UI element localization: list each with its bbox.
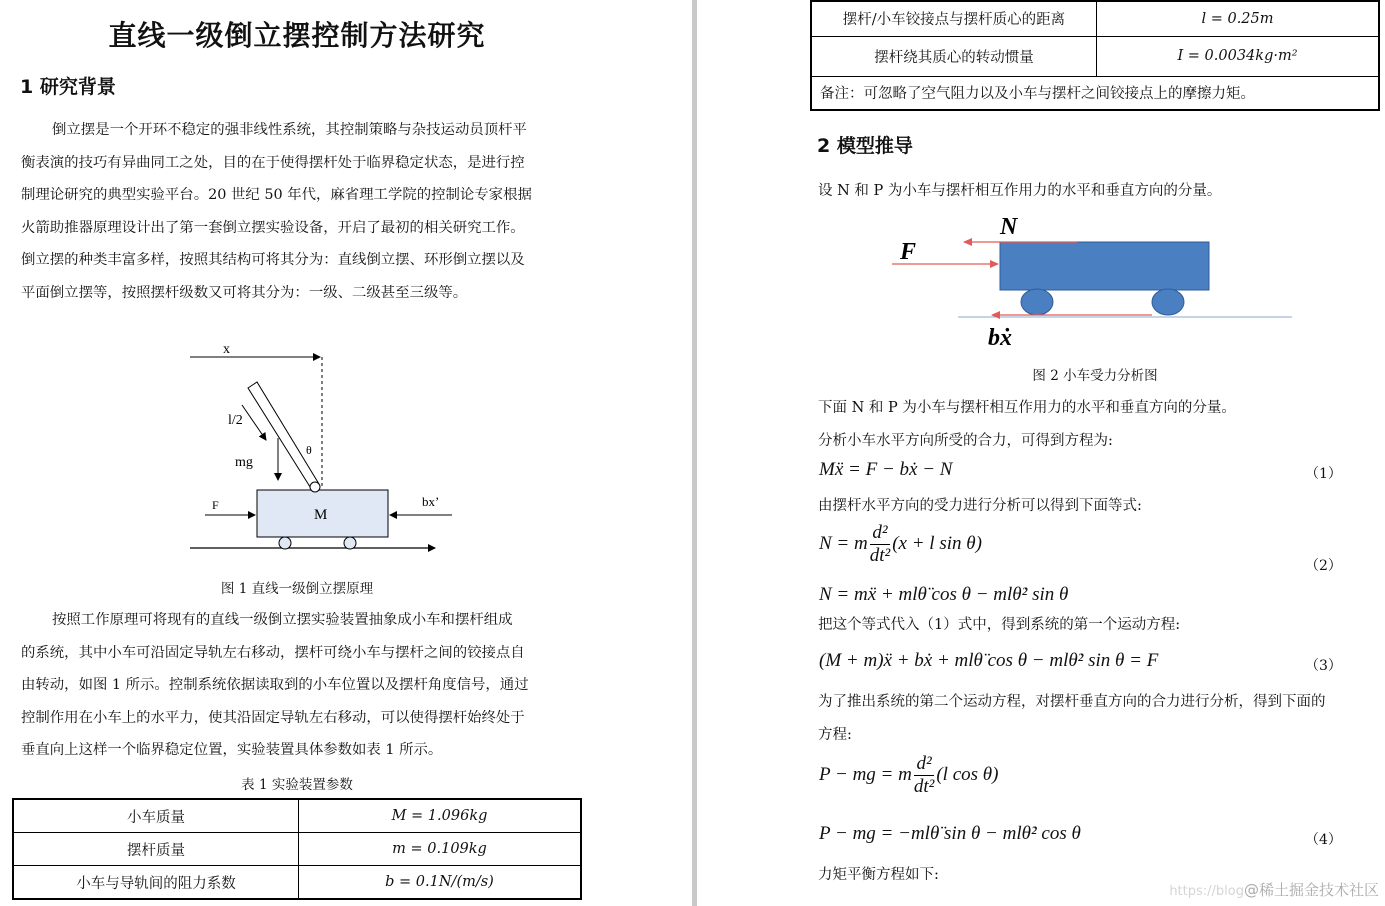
- text-line: 力矩平衡方程如下:: [818, 867, 939, 883]
- table-row: [811, 36, 1379, 76]
- table-row: [811, 76, 1379, 110]
- cart-mass-label: M: [314, 507, 328, 523]
- fraction-denominator: dt²: [913, 776, 935, 797]
- param-value: I = 0.0034kg·m²: [1097, 36, 1380, 76]
- text-line: 把这个等式代入（1）式中，得到系统的第一个运动方程:: [818, 617, 1181, 633]
- section-2-heading: 2 模型推导: [817, 135, 913, 157]
- eq-part: (l cos θ): [936, 763, 999, 785]
- fraction-denominator: dt²: [869, 545, 891, 566]
- intro-text: 设 N 和 P 为小车与摆杆相互作用力的水平和垂直方向的分量。: [818, 183, 1222, 199]
- equation-2b: N = mẍ + mlθ̈ cos θ − mlθ̇² sin θ: [819, 584, 1069, 605]
- table-note: 备注：可忽略了空气阻力以及小车与摆杆之间铰接点上的摩擦力矩。: [811, 76, 1379, 110]
- fraction-numerator: d²: [870, 522, 890, 545]
- equation-3: (M + m)ẍ + bẋ + mlθ̈ cos θ − mlθ̇² sin θ = F: [819, 650, 1159, 671]
- paragraph-line: 火箭助推器原理设计出了第一套倒立摆实验设备，开启了最初的相关研究工作。: [21, 219, 525, 236]
- paragraph-line: 垂直向上这样一个临界稳定位置，实验装置具体参数如表 1 所示。: [21, 742, 443, 759]
- derivative-fraction: [914, 753, 934, 798]
- cart-body: [1000, 242, 1209, 290]
- equation-3-number: （3）: [1305, 658, 1342, 674]
- text-line: 由摆杆水平方向的受力进行分析可以得到下面等式:: [818, 498, 1142, 514]
- gravity-label: mg: [235, 455, 253, 470]
- param-value: M = 1.096kg: [299, 799, 582, 833]
- cart-wheel-left: [279, 537, 291, 549]
- applied-force-label: F: [900, 239, 917, 265]
- equation-2a: [819, 522, 982, 567]
- half-length-label: l/2: [228, 413, 243, 428]
- force-f-label: F: [212, 498, 219, 512]
- equation-1: Mẍ = F − bẋ − N: [819, 459, 953, 480]
- friction-label: bx’: [422, 494, 440, 509]
- paragraph-line: 制理论研究的典型实验平台。20 世纪 50 年代，麻省理工学院的控制论专家根据: [21, 187, 532, 204]
- derivative-fraction: [870, 522, 890, 567]
- equation-4b: P − mg = −mlθ̈ sin θ − mlθ̇² cos θ: [819, 823, 1081, 844]
- table-row: [13, 866, 581, 900]
- table-row: [13, 799, 581, 833]
- param-value: m = 0.109kg: [299, 833, 582, 866]
- figure-1-pendulum-diagram: [190, 320, 480, 560]
- param-name: 小车质量: [13, 799, 299, 833]
- figure-1-caption: 图 1 直线一级倒立摆原理: [220, 581, 374, 597]
- paragraph-line: 倒立摆是一个开环不稳定的强非线性系统，其控制策略与杂技运动员顶杆平: [52, 122, 527, 138]
- table-row: [811, 1, 1379, 36]
- paragraph-line: 由转动，如图 1 所示。控制系统依据读取到的小车位置以及摆杆角度信号，通过: [21, 677, 529, 694]
- document-title: 直线一级倒立摆控制方法研究: [108, 19, 486, 52]
- fraction-numerator: d²: [914, 753, 934, 776]
- paragraph-line: 的系统，其中小车可沿固定导轨左右移动，摆杆可绕小车与摆杆之间的铰接点自: [21, 644, 525, 661]
- cart-wheel-right: [1152, 289, 1184, 315]
- eq-part: N = m: [819, 532, 868, 554]
- paragraph-line: 控制作用在小车上的水平力，使其沿固定导轨左右移动，可以使得摆杆始终处于: [21, 709, 525, 726]
- text-line: 分析小车水平方向所受的合力，可得到方程为:: [818, 433, 1113, 449]
- section-1-heading: 1 研究背景: [20, 76, 116, 98]
- equation-4a: [819, 753, 998, 798]
- figure-2-cart-force-diagram: [892, 205, 1302, 355]
- equation-4-number: （4）: [1305, 832, 1342, 848]
- paragraph-line: 衡表演的技巧有异曲同工之处，目的在于使得摆杆处于临界稳定状态，是进行控: [21, 154, 525, 171]
- right-page: [697, 0, 1385, 906]
- theta-label: θ: [306, 443, 312, 457]
- cart-wheel-right: [344, 537, 356, 549]
- paragraph-line: 平面倒立摆等，按照摆杆级数又可将其分为：一级、二级甚至三级等。: [21, 284, 468, 301]
- watermark-brand: @稀土掘金技术社区: [1243, 881, 1379, 899]
- table-1-caption: 表 1 实验装置参数: [241, 777, 353, 793]
- text-line: 方程:: [818, 727, 852, 743]
- text-line: 为了推出系统的第二个运动方程，对摆杆垂直方向的合力进行分析，得到下面的: [818, 694, 1326, 710]
- working-principle-paragraph: [21, 604, 601, 767]
- parameter-table-part1: [12, 798, 582, 900]
- param-value: l = 0.25m: [1097, 1, 1380, 36]
- eq-part: (x + l sin θ): [892, 532, 982, 554]
- eq-part: P − mg = m: [819, 763, 912, 785]
- normal-force-label: N: [1000, 214, 1018, 240]
- pivot-joint: [310, 482, 320, 492]
- equation-2-number: （2）: [1305, 558, 1342, 574]
- param-name: 小车与导轨间的阻力系数: [13, 866, 299, 900]
- param-value: b = 0.1N/(m/s): [299, 866, 582, 900]
- paragraph-line: 倒立摆的种类丰富多样，按照其结构可将其分为：直线倒立摆、环形倒立摆以及: [21, 252, 525, 269]
- pendulum-rod: [248, 382, 319, 490]
- text-line: 下面 N 和 P 为小车与摆杆相互作用力的水平和垂直方向的分量。: [818, 400, 1236, 416]
- background-paragraph: [21, 114, 601, 310]
- param-name: 摆杆/小车铰接点与摆杆质心的距离: [811, 1, 1097, 36]
- figure-2-caption: 图 2 小车受力分析图: [1032, 368, 1158, 384]
- table-row: [13, 833, 581, 866]
- left-page: [0, 0, 692, 906]
- equation-1-number: （1）: [1305, 466, 1342, 482]
- param-name: 摆杆质量: [13, 833, 299, 866]
- cart-wheel-left: [1021, 289, 1053, 315]
- paragraph-line: 按照工作原理可将现有的直线一级倒立摆实验装置抽象成小车和摆杆组成: [52, 612, 513, 628]
- param-name: 摆杆绕其质心的转动惯量: [811, 36, 1097, 76]
- friction-force-label: bẋ: [988, 325, 1012, 351]
- parameter-table-part2: [810, 0, 1380, 111]
- watermark-site: https://blog: [1169, 884, 1244, 899]
- watermark: [1169, 879, 1379, 900]
- x-label: x: [223, 342, 230, 357]
